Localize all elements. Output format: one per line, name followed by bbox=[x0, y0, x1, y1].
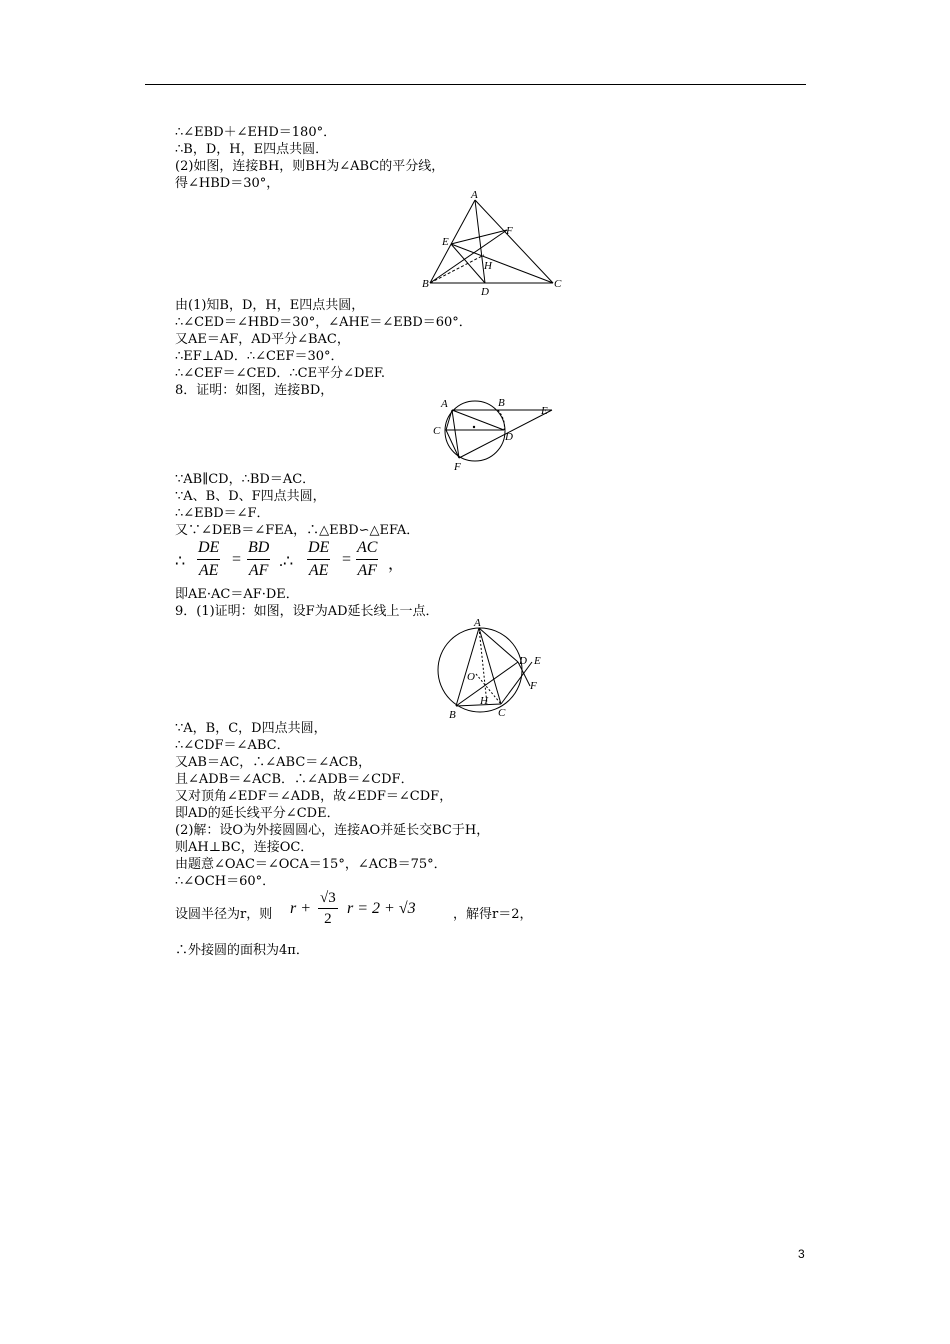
text-line: 又AB＝AC，∴∠ABC＝∠ACB， bbox=[175, 755, 372, 770]
text-line: ∴∠EBD＋∠EHD＝180°． bbox=[175, 125, 337, 140]
label-E: E bbox=[534, 655, 541, 667]
label-F: F bbox=[454, 461, 461, 473]
fraction-4: $\frac{AC}{AF}$ bbox=[357, 539, 378, 579]
label-A: A bbox=[474, 617, 481, 629]
label-D: D bbox=[519, 655, 527, 667]
label-D: D bbox=[481, 286, 489, 298]
label-F: F bbox=[506, 225, 513, 237]
figure-triangle bbox=[418, 188, 568, 302]
label-H: H bbox=[484, 260, 492, 272]
text-line: ∵A，B，C，D四点共圆， bbox=[175, 721, 327, 736]
text-line: ∵A、B、D、F四点共圆， bbox=[175, 489, 326, 504]
text-line: 由(1)知B，D，H，E四点共圆， bbox=[175, 298, 365, 313]
label-F: F bbox=[530, 680, 537, 692]
equation-suffix: ，解得r＝2， bbox=[453, 907, 533, 922]
fraction-3: $\frac{DE}{AE}$ bbox=[308, 539, 330, 579]
header-rule bbox=[145, 84, 806, 85]
equals-sign: = bbox=[232, 551, 242, 568]
therefore-symbol: ∴ bbox=[175, 553, 186, 570]
label-D: D bbox=[505, 431, 513, 443]
text-line: 又∵∠DEB＝∠FEA，∴△EBD∽△EFA． bbox=[175, 523, 420, 538]
text-line: ∴∠CDF＝∠ABC． bbox=[175, 738, 290, 753]
text-line: 且∠ADB＝∠ACB．∴∠ADB＝∠CDF． bbox=[175, 772, 414, 787]
text-line: ∴B，D，H，E四点共圆． bbox=[175, 142, 329, 157]
equation-prefix: 设圆半径为r，则 bbox=[175, 907, 273, 922]
fraction-2: $\frac{BD}{AF}$ bbox=[248, 539, 270, 579]
text-line: 8．证明：如图，连接BD， bbox=[175, 383, 334, 398]
text-line: 又AE＝AF，AD平分∠BAC， bbox=[175, 332, 350, 347]
fraction-1: $\frac{DE}{AE}$ bbox=[198, 539, 220, 579]
label-E: E bbox=[541, 405, 548, 417]
sqrt-fraction: √3 2 bbox=[320, 890, 336, 927]
equals-sign: = bbox=[342, 551, 352, 568]
text-line: ∵AB∥CD，∴BD＝AC． bbox=[175, 472, 316, 487]
label-A: A bbox=[441, 398, 448, 410]
figure-circumcircle bbox=[432, 614, 552, 726]
text-line: 由题意∠OAC＝∠OCA＝15°，∠ACB＝75°． bbox=[175, 857, 447, 872]
text-line: ∴∠CED＝∠HBD＝30°，∠AHE＝∠EBD＝60°． bbox=[175, 315, 472, 330]
page-number: 3 bbox=[798, 1247, 805, 1261]
text-line: 得∠HBD＝30°， bbox=[175, 176, 280, 191]
label-B: B bbox=[422, 278, 429, 290]
label-C: C bbox=[554, 278, 562, 290]
equation-lhs: r + bbox=[290, 900, 312, 917]
label-B: B bbox=[449, 709, 456, 721]
label-C: C bbox=[498, 707, 506, 719]
text-line: (2)解：设O为外接圆圆心，连接AO并延长交BC于H， bbox=[175, 823, 490, 838]
text-line: ∴∠CEF＝∠CED．∴CE平分∠DEF. bbox=[175, 366, 386, 381]
label-H: H bbox=[480, 695, 488, 707]
text-line: 即AD的延长线平分∠CDE． bbox=[175, 806, 340, 821]
equation-rhs: r = 2 + √3 bbox=[347, 900, 416, 917]
text-line: 9．(1)证明：如图，设F为AD延长线上一点． bbox=[175, 604, 439, 619]
label-B: B bbox=[498, 397, 505, 409]
text-line: 又对顶角∠EDF＝∠ADB，故∠EDF＝∠CDF， bbox=[175, 789, 453, 804]
label-C: C bbox=[433, 425, 441, 437]
text-line: ∴外接圆的面积为4π． bbox=[175, 943, 309, 958]
label-O: O bbox=[467, 671, 475, 683]
therefore-symbol: .∴ bbox=[279, 553, 294, 570]
label-E: E bbox=[442, 236, 449, 248]
text-line: ∴∠EBD＝∠F． bbox=[175, 506, 270, 521]
comma: ， bbox=[388, 556, 405, 573]
label-A: A bbox=[471, 189, 478, 201]
figure-circle-chords bbox=[428, 394, 558, 478]
text-line: (2)如图，连接BH，则BH为∠ABC的平分线， bbox=[175, 159, 445, 174]
text-line: ∴∠OCH＝60°． bbox=[175, 874, 276, 889]
text-line: 即AE·AC＝AF·DE． bbox=[175, 587, 299, 602]
text-line: 则AH⊥BC，连接OC． bbox=[175, 840, 314, 855]
text-line: ∴EF⊥AD．∴∠CEF＝30°． bbox=[175, 349, 344, 364]
